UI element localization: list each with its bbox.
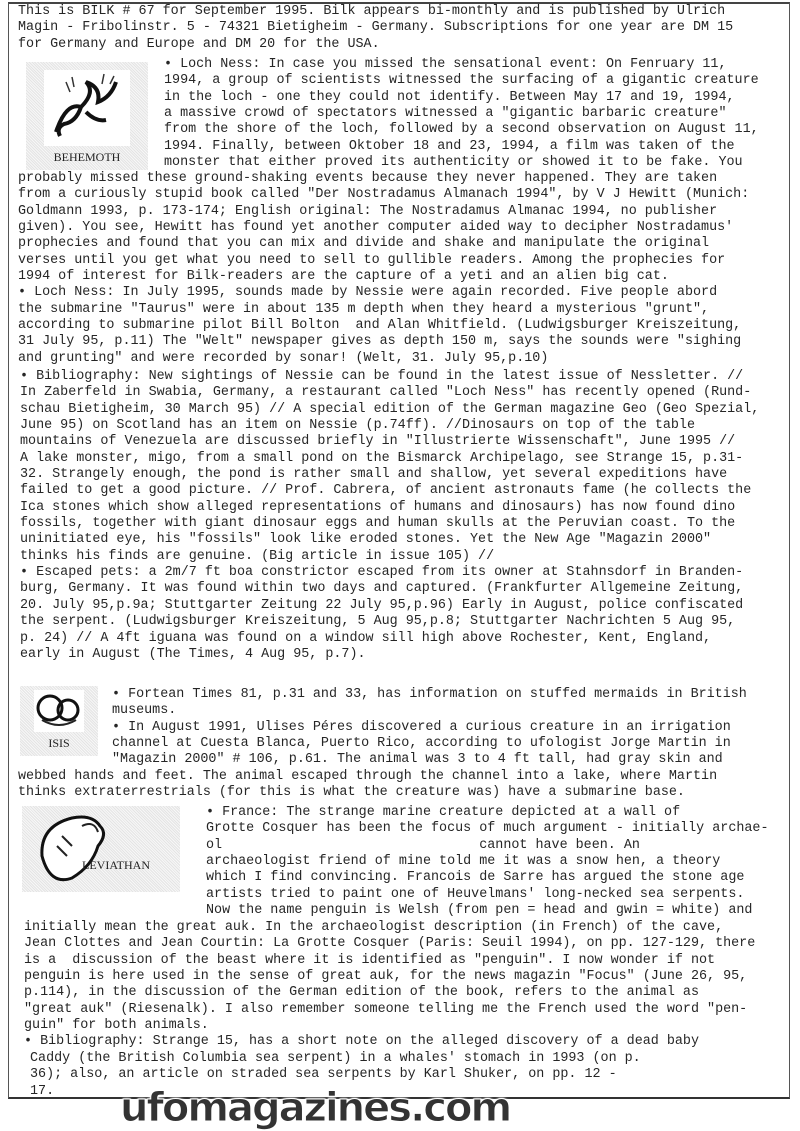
text-line: Now the name penguin is Welsh (from pen = head and gwin = white) and <box>206 903 753 919</box>
text-line: Grotte Cosquer has been the focus of much argument - initially archae- <box>206 821 769 837</box>
behemoth-creature-icon <box>26 62 148 147</box>
text-line: initially mean the great auk. In the archaeologist description (in French) of the cave, <box>24 920 724 935</box>
behemoth-caption: BEHEMOTH <box>53 150 121 164</box>
text-line: archaeologist friend of mine told me it was a snow hen, a theory <box>206 854 721 870</box>
text-line: from a curiously stupid book called "Der Nostradamus Almanach 1994", by V J Hewitt (Munich: <box>18 187 750 203</box>
text-line: thinks extraterrestrials (for this is what the creature was) have a submarine base. <box>18 785 685 801</box>
text-line: Goldmann 1993, p. 173-174; English original: The Nostradamus Almanac 1994, no publisher <box>18 203 718 219</box>
isis-emblem-icon <box>20 686 98 736</box>
text-line: • Loch Ness: In July 1995, sounds made by Nessie were again recorded. Five people abord <box>18 285 718 301</box>
text-line: thinks his finds are genuine. (Big article in issue 105) // <box>20 548 495 564</box>
text-line: verses until you get what you need to sell to gullible readers. Among the prophecies for <box>18 252 726 268</box>
text-line: the serpent. (Ludwigsburger Kreiszeitung, 5 Aug 95,p.8; Stuttgarter Nachrichten 5 Aug 95, <box>20 614 736 630</box>
text-line: from the shore of the loch, followed by a second observation on August 11, <box>164 122 759 138</box>
text-line: given). You see, Hewitt has found yet another computer aided way to decipher Nostradamus' <box>18 220 734 236</box>
isis-caption: ISIS <box>48 736 70 750</box>
text-line: channel at Cuesta Blanca, Puerto Rico, according to ufologist Jorge Martin in <box>112 736 731 752</box>
text-line: 31 July 95, p.11) The "Welt" newspaper gives as depth 150 m, says the sounds were "sighing <box>18 334 742 350</box>
text-line: prophecies and found that you can mix and divide and shake and manipulate the original <box>18 236 710 252</box>
puerto-rico-continued <box>18 769 717 802</box>
text-line: 32. Strangely enough, the pond is rather small and shallow, yet several expeditions have <box>20 467 728 483</box>
leviathan-creature-icon <box>22 806 180 892</box>
text-line: artists tried to paint one of Heuvelmans' long-necked sea serpents. <box>206 886 745 902</box>
text-line: early in August (The Times, 4 Aug 95, p.7). <box>20 646 366 662</box>
leviathan-caption: LEVIATHAN <box>82 858 150 872</box>
text-line: failed to get a good picture. // Prof. Cabrera, of ancient astronauts fame (he collects the <box>20 483 752 499</box>
loch-ness-item-1 <box>164 57 759 171</box>
text-line: is a discussion of the beast where it is identified as "penguin". I now wonder if not <box>24 952 716 968</box>
text-line: and grunting" and were recorded by sonar! (Welt, 31. July 95,p.10) <box>18 350 549 366</box>
mermaids-and-puerto-rico <box>112 687 747 769</box>
text-line: In Zaberfeld in Swabia, Germany, a restaurant called "Loch Ness" has recently opened (Rund- <box>20 385 752 401</box>
text-line: webbed hands and feet. The animal escaped through the channel into a lake, where Martin <box>18 769 718 784</box>
text-line: This is BILK # 67 for September 1995. Bilk appears bi-monthly and is published by Ulrich <box>18 4 726 19</box>
main-text <box>18 171 749 367</box>
text-line: fossils, together with giant dinosaur eggs and human skulls at the Peruvian coast. To the <box>20 516 736 532</box>
text-line: "great auk" (Riesenalk). I also remember someone telling me the French used the word "pen- <box>24 1001 748 1017</box>
text-line: • Bibliography: Strange 15, has a short note on the alleged discovery of a dead baby <box>24 1034 699 1050</box>
bibliography-and-pets <box>20 369 759 663</box>
text-line: which I find convincing. Francois de Sarre has argued the stone age <box>206 870 745 886</box>
text-line: schau Bietigheim, 30 March 95) // A special edition of the German magazine Geo (Geo Spezial, <box>20 401 760 417</box>
text-line: ol cannot have been. An <box>206 837 640 853</box>
isis-illustration <box>20 686 98 756</box>
text-line: • Escaped pets: a 2m/7 ft boa constrictor escaped from its owner at Stahnsdorf in Branden- <box>20 565 744 581</box>
text-line: for Germany and Europe and DM 20 for the USA. <box>18 36 380 52</box>
text-line: • In August 1991, Ulises Péres discovered a curious creature in an irrigation <box>112 719 731 735</box>
text-line: burg, Germany. It was found within two days and captured. (Frankfurter Allgemeine Zeitung, <box>20 581 744 597</box>
text-line: • Fortean Times 81, p.31 and 33, has information on stuffed mermaids in British <box>112 687 747 702</box>
text-line: probably missed these ground-shaking events because they never happened. They are taken <box>18 171 718 186</box>
text-line: Caddy (the British Columbia sea serpent) in a whales' stomach in 1993 (on p. <box>30 1051 641 1066</box>
intro-paragraph <box>18 4 733 53</box>
text-line: museums. <box>112 703 177 719</box>
text-line: Ica stones which show alleged representations of humans and dinosaurs) has now found dino <box>20 499 736 515</box>
text-line: A lake monster, migo, from a small pond on the Bismarck Archipelago, see Strange 15, p.31- <box>20 450 744 466</box>
text-line: penguin is here used in the sense of great auk, for the news magazin "Focus" (June 26, 95, <box>24 969 748 985</box>
watermark: ufomagazines.com <box>120 1085 511 1131</box>
text-line: uninitiated eye, his "fossils" look like eroded stones. Yet the New Age "Magazin 2000" <box>20 532 712 548</box>
text-line: monster that either proved its authenticity or showed it to be fake. You <box>164 155 743 171</box>
text-line: according to submarine pilot Bill Bolton and Alan Whitfield. (Ludwigsburger Kreiszeitung, <box>18 318 742 334</box>
leviathan-illustration <box>22 806 180 892</box>
text-line: • France: The strange marine creature depicted at a wall of <box>206 805 681 820</box>
text-line: 1994, a group of scientists witnessed the surfacing of a gigantic creature <box>164 73 759 89</box>
text-line: a massive crowd of spectators witnessed a "gigantic barbaric creature" <box>164 106 727 122</box>
text-line: the submarine "Taurus" were in about 135 m depth when they heard a mysterious "grunt", <box>18 301 710 317</box>
text-line: guin" for both animals. <box>24 1018 209 1034</box>
text-line: 36); also, an article on straded sea serpents by Karl Shuker, on pp. 12 - <box>30 1067 617 1083</box>
text-line: 1994 of interest for Bilk-readers are the capture of a yeti and an alien big cat. <box>18 269 669 285</box>
text-line: • Loch Ness: In case you missed the sensational event: On Fenruary 11, <box>164 57 727 72</box>
france-item <box>206 805 769 919</box>
text-line: Magin - Fribolinstr. 5 - 74321 Bietigheim - Germany. Subscriptions for one year are DM 15 <box>18 20 734 36</box>
text-line: in the loch - one they could not identify. Between May 17 and 19, 1994, <box>164 89 735 105</box>
france-continued <box>24 920 755 1051</box>
text-line: "Magazin 2000" # 106, p.61. The animal was 3 to 4 ft tall, had gray skin and <box>112 752 723 768</box>
text-line: p.114), in the discussion of the German edition of the book, refers to the animal as <box>24 985 699 1001</box>
text-line: Jean Clottes and Jean Courtin: La Grotte Cosquer (Paris: Seuil 1994), on pp. 127-129, there <box>24 936 756 952</box>
behemoth-illustration <box>26 62 148 170</box>
text-line: p. 24) // A 4ft iguana was found on a window sill high above Rochester, Kent, England, <box>20 630 712 646</box>
text-line: 1994. Finally, between Oktober 18 and 23, 1994, a film was taken of the <box>164 138 735 154</box>
text-line: • Bibliography: New sightings of Nessie can be found in the latest issue of Nessletter. // <box>20 369 744 384</box>
text-line: 20. July 95,p.9a; Stuttgarter Zeitung 22 July 95,p.96) Early in August, police confiscated <box>20 597 744 613</box>
text-line: mountains of Venezuela are discussed briefly in "Illustrierte Wissenschaft", June 1995 // <box>20 434 736 450</box>
text-line: June 95) on Scotland has an item on Nessie (p.74ff). //Dinosaurs on top of the table <box>20 418 695 434</box>
text-line: 17. <box>30 1083 55 1099</box>
